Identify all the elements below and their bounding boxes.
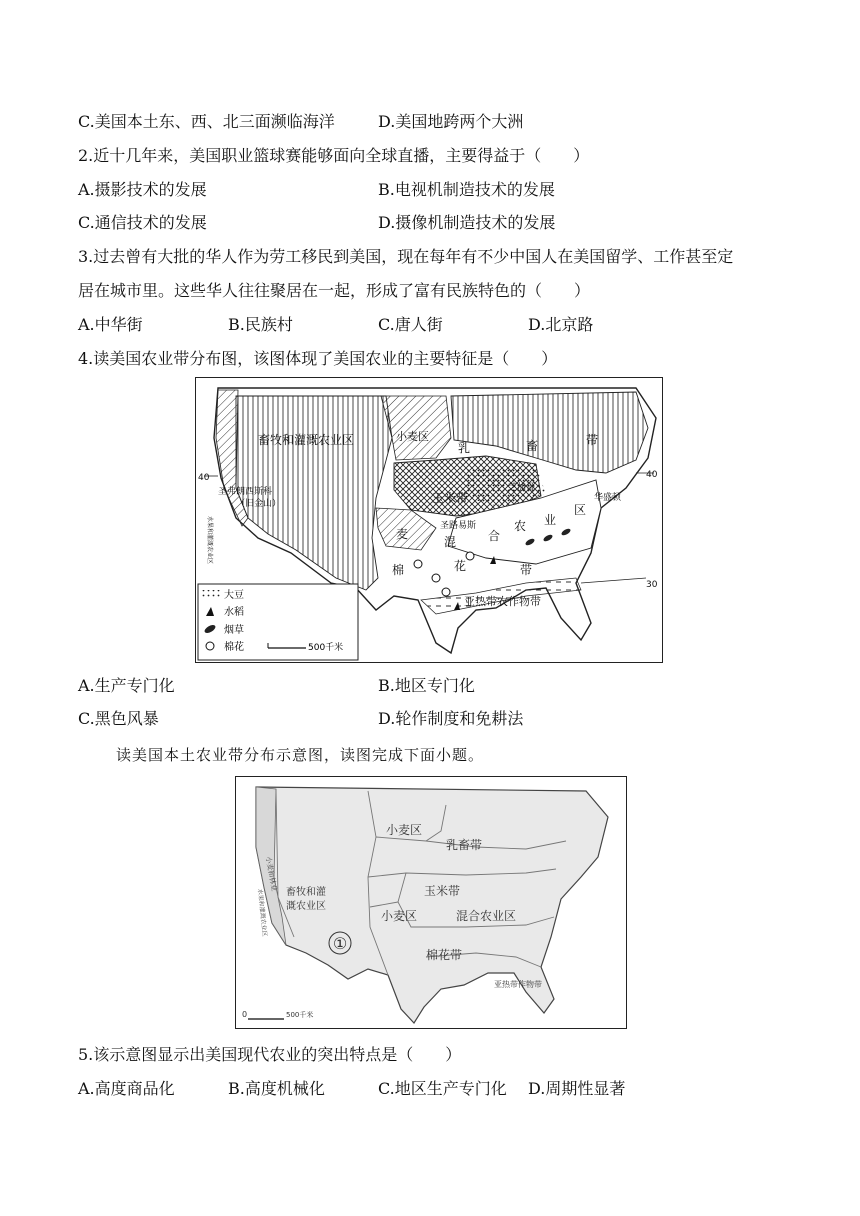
legend-soy-label: 大豆 bbox=[224, 590, 244, 601]
map2-label-mixed: 混合农业区 bbox=[456, 909, 517, 923]
map2-label-livestock-1: 畜牧和灌 bbox=[286, 887, 326, 898]
map1-label-sf-2: （旧金山） bbox=[236, 499, 282, 509]
q1-option-c: C.美国本土东、西、北三面濒临海洋 bbox=[78, 112, 335, 131]
map1-lat-30: 30 bbox=[646, 580, 658, 590]
map2-label-north-wheat: 小麦和林业 bbox=[264, 855, 278, 892]
map1-label-livestock: 畜牧和灌溉农业区 bbox=[258, 433, 355, 447]
legend-soy-swatch bbox=[202, 590, 220, 599]
q5-stem: 5.该示意图显示出美国现代农业的突出特点是（ ） bbox=[78, 1045, 462, 1064]
q4-stem: 4.读美国农业带分布图，该图体现了美国农业的主要特征是（ ） bbox=[78, 349, 558, 368]
map1-label-west-coast: 水果和灌溉农业区 bbox=[206, 516, 213, 565]
map1-legend bbox=[198, 584, 358, 660]
map2-label-corn: 玉米带 bbox=[424, 884, 461, 898]
map2-scale-zero: 0 bbox=[242, 1010, 248, 1019]
map1-label-corn: 玉米带 bbox=[432, 491, 469, 505]
map1-label-cotton-2: 花 bbox=[454, 559, 467, 573]
map1-svg bbox=[196, 378, 662, 662]
agri-belt-map-2 bbox=[235, 776, 627, 1029]
q4-option-c: C.黑色风暴 bbox=[78, 709, 159, 728]
map1-label-dairy-2: 畜 bbox=[526, 439, 539, 453]
q2-option-b: B.电视机制造技术的发展 bbox=[378, 180, 555, 199]
q2-option-d: D.摄像机制造技术的发展 bbox=[378, 213, 556, 232]
map1-label-dairy-1: 乳 bbox=[458, 441, 471, 455]
legend-rice-label: 水稻 bbox=[224, 607, 244, 618]
q3-stem-line2: 居在城市里。这些华人往往聚居在一起，形成了富有民族特色的（ ） bbox=[78, 281, 591, 300]
map2-label-livestock-2: 溉农业区 bbox=[286, 901, 326, 912]
map1-label-cotton-3: 带 bbox=[520, 563, 533, 577]
map1-scale-label: 500千米 bbox=[308, 643, 344, 653]
map1-label-cotton-1: 棉 bbox=[392, 563, 405, 577]
map1-label-mixed-4: 业 bbox=[544, 513, 557, 527]
map1-label-subtropical: 亚热带农作物带 bbox=[464, 595, 541, 608]
q1-option-d: D.美国地跨两个大洲 bbox=[378, 112, 524, 131]
map1-lat-40-west: 40 bbox=[198, 473, 210, 483]
q2-stem: 2.近十几年来，美国职业篮球赛能够面向全球直播，主要得益于（ ） bbox=[78, 146, 590, 165]
map2-marker-1: ① bbox=[332, 934, 348, 953]
map1-label-wheat-north: 小麦区 bbox=[396, 430, 429, 443]
map2-scale-label: 500千米 bbox=[286, 1011, 314, 1019]
map2-label-wheat-north: 小麦区 bbox=[386, 823, 423, 837]
legend-cotton-label: 棉花 bbox=[224, 642, 244, 653]
q3-option-b: B.民族村 bbox=[228, 315, 293, 334]
map1-label-washington: 华盛顿 bbox=[594, 493, 622, 503]
question-group-intro: 读美国本土农业带分布示意图，读图完成下面小题。 bbox=[116, 746, 485, 764]
map1-label-wheat-south: 麦 bbox=[396, 527, 409, 541]
q4-option-b: B.地区专门化 bbox=[378, 676, 475, 695]
map1-lat-40-east: 40 bbox=[646, 470, 658, 480]
map2-label-dairy: 乳畜带 bbox=[446, 838, 483, 852]
map2-svg bbox=[236, 777, 626, 1028]
map1-label-chicago: 芝加哥 bbox=[508, 483, 536, 493]
q4-option-a: A.生产专门化 bbox=[78, 676, 175, 695]
map2-label-subtropical: 亚热带作物带 bbox=[494, 980, 542, 989]
q2-option-a: A.摄影技术的发展 bbox=[78, 180, 207, 199]
map2-label-west-coast: 水果和灌溉农业区 bbox=[256, 888, 268, 937]
q3-option-a: A.中华街 bbox=[78, 315, 143, 334]
map1-label-mixed-5: 区 bbox=[574, 503, 587, 517]
map1-label-mixed-1: 混 bbox=[444, 535, 457, 549]
map2-label-cotton: 棉花带 bbox=[426, 948, 463, 962]
map1-label-dairy-3: 带 bbox=[586, 433, 599, 447]
q3-option-d: D.北京路 bbox=[528, 315, 594, 334]
q2-option-c: C.通信技术的发展 bbox=[78, 213, 207, 232]
q5-option-c: C.地区生产专门化 bbox=[378, 1079, 507, 1098]
q3-stem-line1: 3.过去曾有大批的华人作为劳工移民到美国，现在每年有不少中国人在美国留学、工作甚至定 bbox=[78, 247, 734, 266]
map1-label-st-louis: 圣路易斯 bbox=[440, 521, 477, 531]
agri-belt-map-1 bbox=[195, 377, 663, 663]
map1-label-mixed-3: 农 bbox=[514, 519, 527, 533]
q5-option-b: B.高度机械化 bbox=[228, 1079, 325, 1098]
legend-tobacco-label: 烟草 bbox=[224, 625, 244, 636]
map1-label-sf: 圣弗朗西斯科 bbox=[218, 487, 273, 497]
q5-option-a: A.高度商品化 bbox=[78, 1079, 175, 1098]
legend-cotton-icon bbox=[206, 642, 214, 650]
map2-label-wheat-south: 小麦区 bbox=[381, 909, 418, 923]
q3-option-c: C.唐人街 bbox=[378, 315, 443, 334]
q5-option-d: D.周期性显著 bbox=[528, 1079, 626, 1098]
q4-option-d: D.轮作制度和免耕法 bbox=[378, 709, 524, 728]
map1-label-mixed-2: 合 bbox=[488, 529, 501, 543]
